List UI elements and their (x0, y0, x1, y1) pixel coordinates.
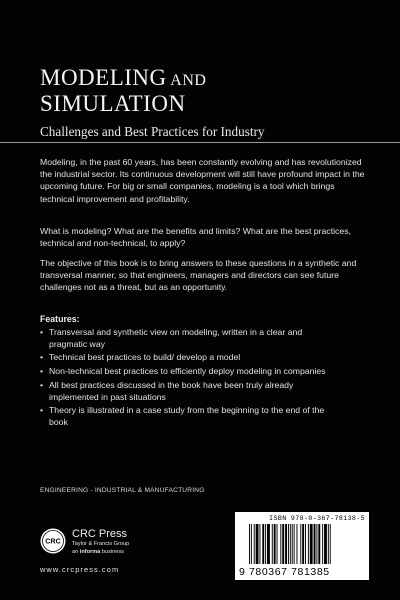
bullet-icon: • (40, 352, 44, 363)
bullet-icon: • (40, 379, 44, 390)
isbn-barcode-box (235, 512, 369, 580)
barcode-bar (274, 524, 276, 564)
feature-text: Transversal and synthetic view on modeling, written in a clear and pragmatic way (49, 327, 303, 349)
feature-item (40, 380, 340, 403)
business-suffix: business (101, 549, 124, 555)
barcode-bar (328, 524, 329, 564)
barcode-bar (272, 524, 273, 564)
barcode-bar (282, 524, 284, 564)
feature-text: All best practices discussed in the book have been truly already implemented in past situations (49, 379, 294, 402)
barcode-bar (318, 524, 320, 564)
subject-category: ENGINEERING - INDUSTRIAL & MANUFACTURING (40, 487, 205, 494)
barcode-bar (288, 524, 289, 564)
title-line-2: SIMULATION (40, 91, 186, 116)
bullet-icon: • (40, 327, 44, 337)
bullet-icon: • (40, 405, 44, 416)
bullet-icon: • (40, 366, 44, 377)
barcode-bar (262, 524, 264, 564)
book-subtitle: Challenges and Best Practices for Industry (40, 124, 265, 139)
barcode-digits: 9 780367 781385 (239, 566, 330, 578)
barcode-bar (259, 524, 260, 564)
business-prefix: an (72, 549, 79, 555)
barcode-bar (254, 524, 255, 564)
description-paragraph-1: Modeling, in the past 60 years, has been constantly evolving and has revolutionized the industrial sector. Its continuous development will still have profound impact in the upcoming future. For big or small companies, modeling is a tool which brings technical improvement and profitability. (40, 157, 365, 204)
barcode-bar (308, 524, 309, 564)
barcode-bar (294, 524, 295, 564)
features-list (40, 327, 340, 431)
business-name: informa (79, 549, 101, 555)
divider-rule (0, 142, 400, 143)
barcode-bar (310, 524, 313, 564)
barcode-bar (322, 524, 323, 564)
barcode-bar (316, 524, 317, 564)
barcode-bar (300, 524, 301, 564)
barcode-bar (256, 524, 259, 564)
publisher-block (40, 522, 220, 582)
title-line-1 (40, 66, 370, 92)
description-paragraph-3: The objective of this book is to bring answers to these questions in a synthetic and transversal manner, so that engineers, managers and directors can see future challenges not as a threat, but as an opportunity. (40, 258, 357, 293)
barcode-icon (249, 524, 355, 566)
features-heading: Features: (40, 314, 80, 324)
feature-text: Non-technical best practices to efficiently deploy modeling in companies (49, 366, 326, 377)
barcode-bar (265, 524, 266, 564)
barcode-bar (292, 524, 293, 564)
publisher-group: Taylor & Francis Group (72, 541, 130, 547)
publisher-url: www.crcpress.com (40, 565, 120, 574)
feature-item (40, 405, 340, 428)
barcode-bar (324, 524, 327, 564)
feature-item (40, 352, 340, 364)
feature-item (40, 366, 340, 378)
title-word-modeling: MODELING (40, 65, 167, 90)
crc-press-logo-icon (40, 528, 66, 554)
barcode-bar (251, 524, 252, 564)
title-word-and: AND (166, 72, 207, 89)
barcode-bar (280, 524, 281, 564)
feature-item (40, 327, 340, 350)
feature-text: Theory is illustrated in a case study from the beginning to the end of the book (49, 405, 325, 427)
publisher-business-line (72, 549, 124, 555)
barcode-bar (249, 524, 250, 564)
barcode-bar (285, 524, 287, 564)
barcode-bar (277, 524, 278, 564)
barcode-bar (330, 524, 331, 564)
barcode-bar (314, 524, 316, 564)
publisher-name: CRC Press (72, 528, 128, 540)
barcode-bar (305, 524, 306, 564)
barcode-bar (290, 524, 291, 564)
book-title (40, 66, 370, 115)
barcode-bar (302, 524, 304, 564)
isbn-label: ISBN 978-0-367-78138-5 (269, 515, 365, 522)
description-paragraph-2: What is modeling? What are the benefits and limits? What are the best practices, technical and non-technical, to apply? (40, 226, 351, 249)
logo-text: CRC (45, 536, 61, 546)
barcode-bar (267, 524, 270, 564)
feature-text: Technical best practices to build/ develop a model (49, 352, 241, 363)
barcode-bar (297, 524, 298, 564)
